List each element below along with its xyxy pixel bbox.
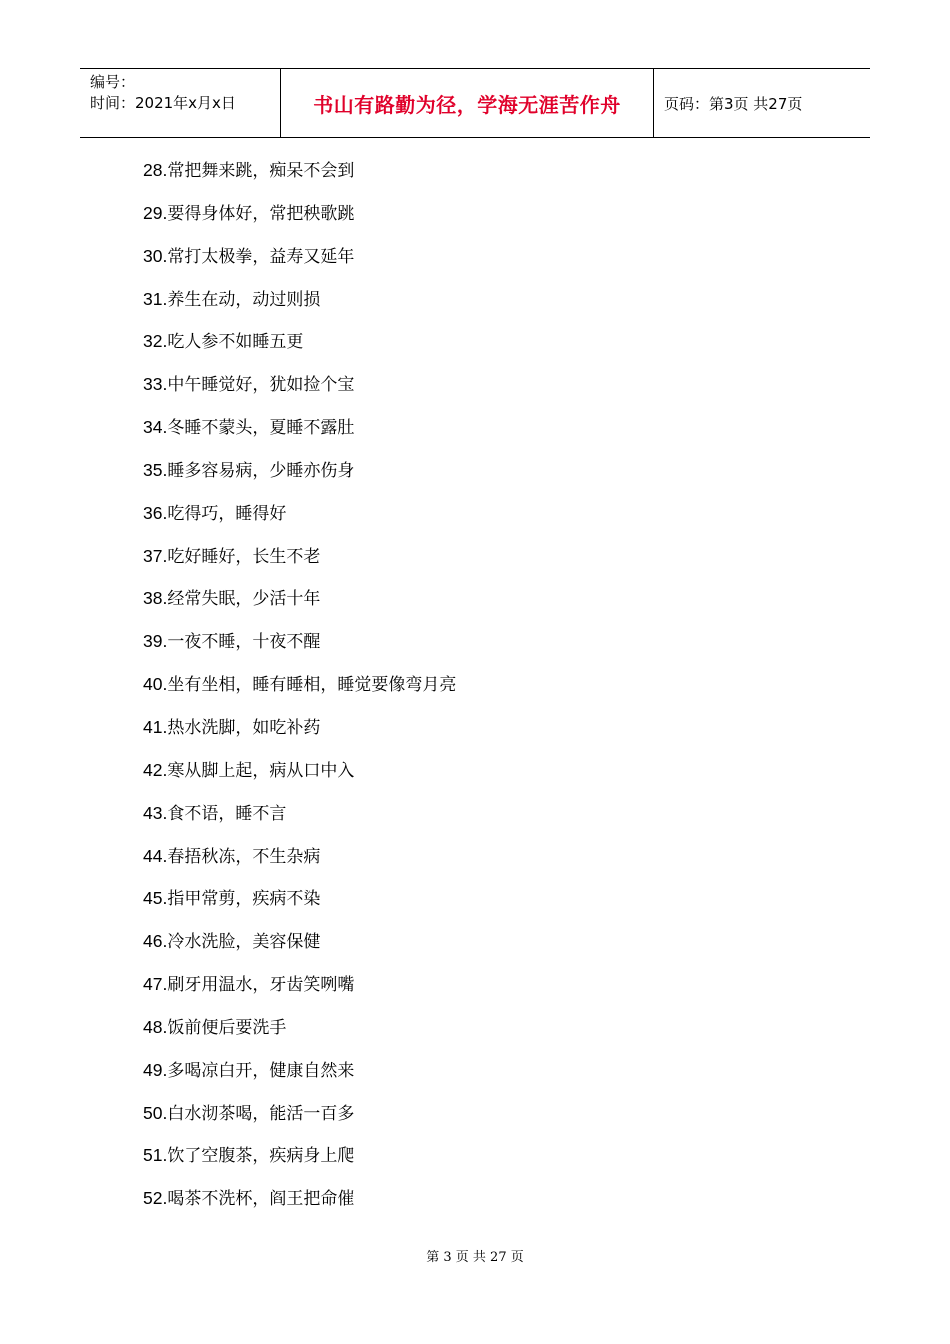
list-item (143, 242, 456, 285)
list-item-number: 43. (143, 802, 168, 823)
list-item-number: 37. (143, 545, 168, 566)
list-item (143, 1056, 456, 1099)
list-item (143, 370, 456, 413)
list-item-number: 29. (143, 202, 168, 223)
list-item (143, 1013, 456, 1056)
list-item (143, 199, 456, 242)
list-item-text: 刷牙用温水，牙齿笑咧嘴 (167, 975, 355, 996)
list-item-number: 50. (143, 1102, 168, 1123)
list-item-number: 42. (143, 759, 168, 780)
list-item-number: 28. (143, 160, 168, 180)
list-item-text: 一夜不睡，十夜不醒 (167, 632, 321, 653)
page-header (80, 68, 870, 138)
list-item (143, 1184, 456, 1227)
header-meta (80, 69, 281, 137)
list-item (143, 970, 456, 1013)
list-item-number: 30. (143, 245, 168, 266)
list-item-text: 吃得巧，睡得好 (167, 503, 287, 524)
list-item-text: 养生在动，动过则损 (167, 289, 321, 310)
list-item-number: 47. (143, 974, 168, 995)
list-item-text: 睡多容易病，少睡亦伤身 (167, 460, 355, 481)
list-item-text: 中午睡觉好，犹如捡个宝 (167, 375, 355, 396)
list-item-number: 51. (143, 1145, 168, 1166)
list-item-text: 寒从脚上起，病从口中入 (167, 760, 355, 781)
list-item-text: 喝茶不洗杯，阎王把命催 (167, 1189, 355, 1210)
list-item-text: 多喝凉白开，健康自然来 (167, 1060, 355, 1081)
list-item-number: 48. (143, 1016, 168, 1037)
list-item-number: 40. (143, 674, 168, 695)
list-item (143, 413, 456, 456)
page-footer: 第 3 页 共 27 页 (426, 1250, 524, 1265)
list-item-text: 坐有坐相，睡有睡相，睡觉要像弯月亮 (167, 675, 457, 696)
list-item-text: 食不语，睡不言 (167, 803, 287, 824)
list-item-number: 32. (143, 331, 168, 352)
header-page-number: 页码：第3页 共27页 (664, 94, 803, 113)
list-item-text: 吃人参不如睡五更 (167, 332, 304, 353)
list-item-number: 38. (143, 588, 168, 609)
header-page-cell (654, 69, 870, 137)
list-item (143, 327, 456, 370)
list-item (143, 584, 456, 627)
list-item-number: 41. (143, 716, 168, 737)
list-item (143, 499, 456, 542)
list-item-number: 36. (143, 502, 168, 523)
list-item (143, 670, 456, 713)
list-item-text: 经常失眠，少活十年 (167, 589, 321, 610)
list-item (143, 456, 456, 499)
list-item-text: 指甲常剪，疾病不染 (167, 889, 321, 910)
list-item (143, 756, 456, 799)
list-item (143, 285, 456, 328)
list-item-number: 49. (143, 1059, 168, 1080)
list-item (143, 842, 456, 885)
list-item-text: 常把舞来跳，痴呆不会到 (167, 161, 355, 181)
list-item (143, 884, 456, 927)
list-item (143, 1099, 456, 1142)
list-item-text: 白水沏茶喝，能活一百多 (167, 1103, 355, 1124)
list-item-text: 饭前便后要洗手 (167, 1017, 287, 1038)
list-item-number: 45. (143, 888, 168, 909)
list-item-number: 31. (143, 288, 168, 309)
list-item-text: 冷水洗脸，美容保健 (167, 932, 321, 953)
header-motto-cell (281, 69, 654, 137)
document-date-label: 时间：2021年x月x日 (90, 94, 236, 112)
list-item-number: 34. (143, 417, 168, 438)
list-item-number: 35. (143, 459, 168, 480)
list-item (143, 1141, 456, 1184)
header-motto: 书山有路勤为径，学海无涯苦作舟 (313, 92, 621, 117)
list-item-text: 冬睡不蒙头，夏睡不露肚 (167, 418, 355, 439)
list-item (143, 799, 456, 842)
list-item-number: 33. (143, 374, 168, 395)
proverb-list (143, 156, 456, 1227)
list-item-number: 44. (143, 845, 168, 866)
list-item-text: 饮了空腹茶，疾病身上爬 (167, 1146, 355, 1167)
list-item-number: 52. (143, 1188, 168, 1209)
list-item (143, 156, 456, 199)
list-item-text: 吃好睡好，长生不老 (167, 546, 321, 567)
list-item-text: 常打太极拳，益寿又延年 (167, 246, 355, 267)
list-item (143, 627, 456, 670)
list-item-number: 46. (143, 931, 168, 952)
list-item-text: 热水洗脚，如吃补药 (167, 717, 321, 738)
document-number-label: 编号： (90, 73, 136, 91)
list-item (143, 927, 456, 970)
list-item (143, 713, 456, 756)
list-item-text: 要得身体好，常把秧歌跳 (167, 203, 355, 224)
list-item-number: 39. (143, 631, 168, 652)
list-item (143, 542, 456, 585)
list-item-text: 春捂秋冻，不生杂病 (167, 846, 321, 867)
